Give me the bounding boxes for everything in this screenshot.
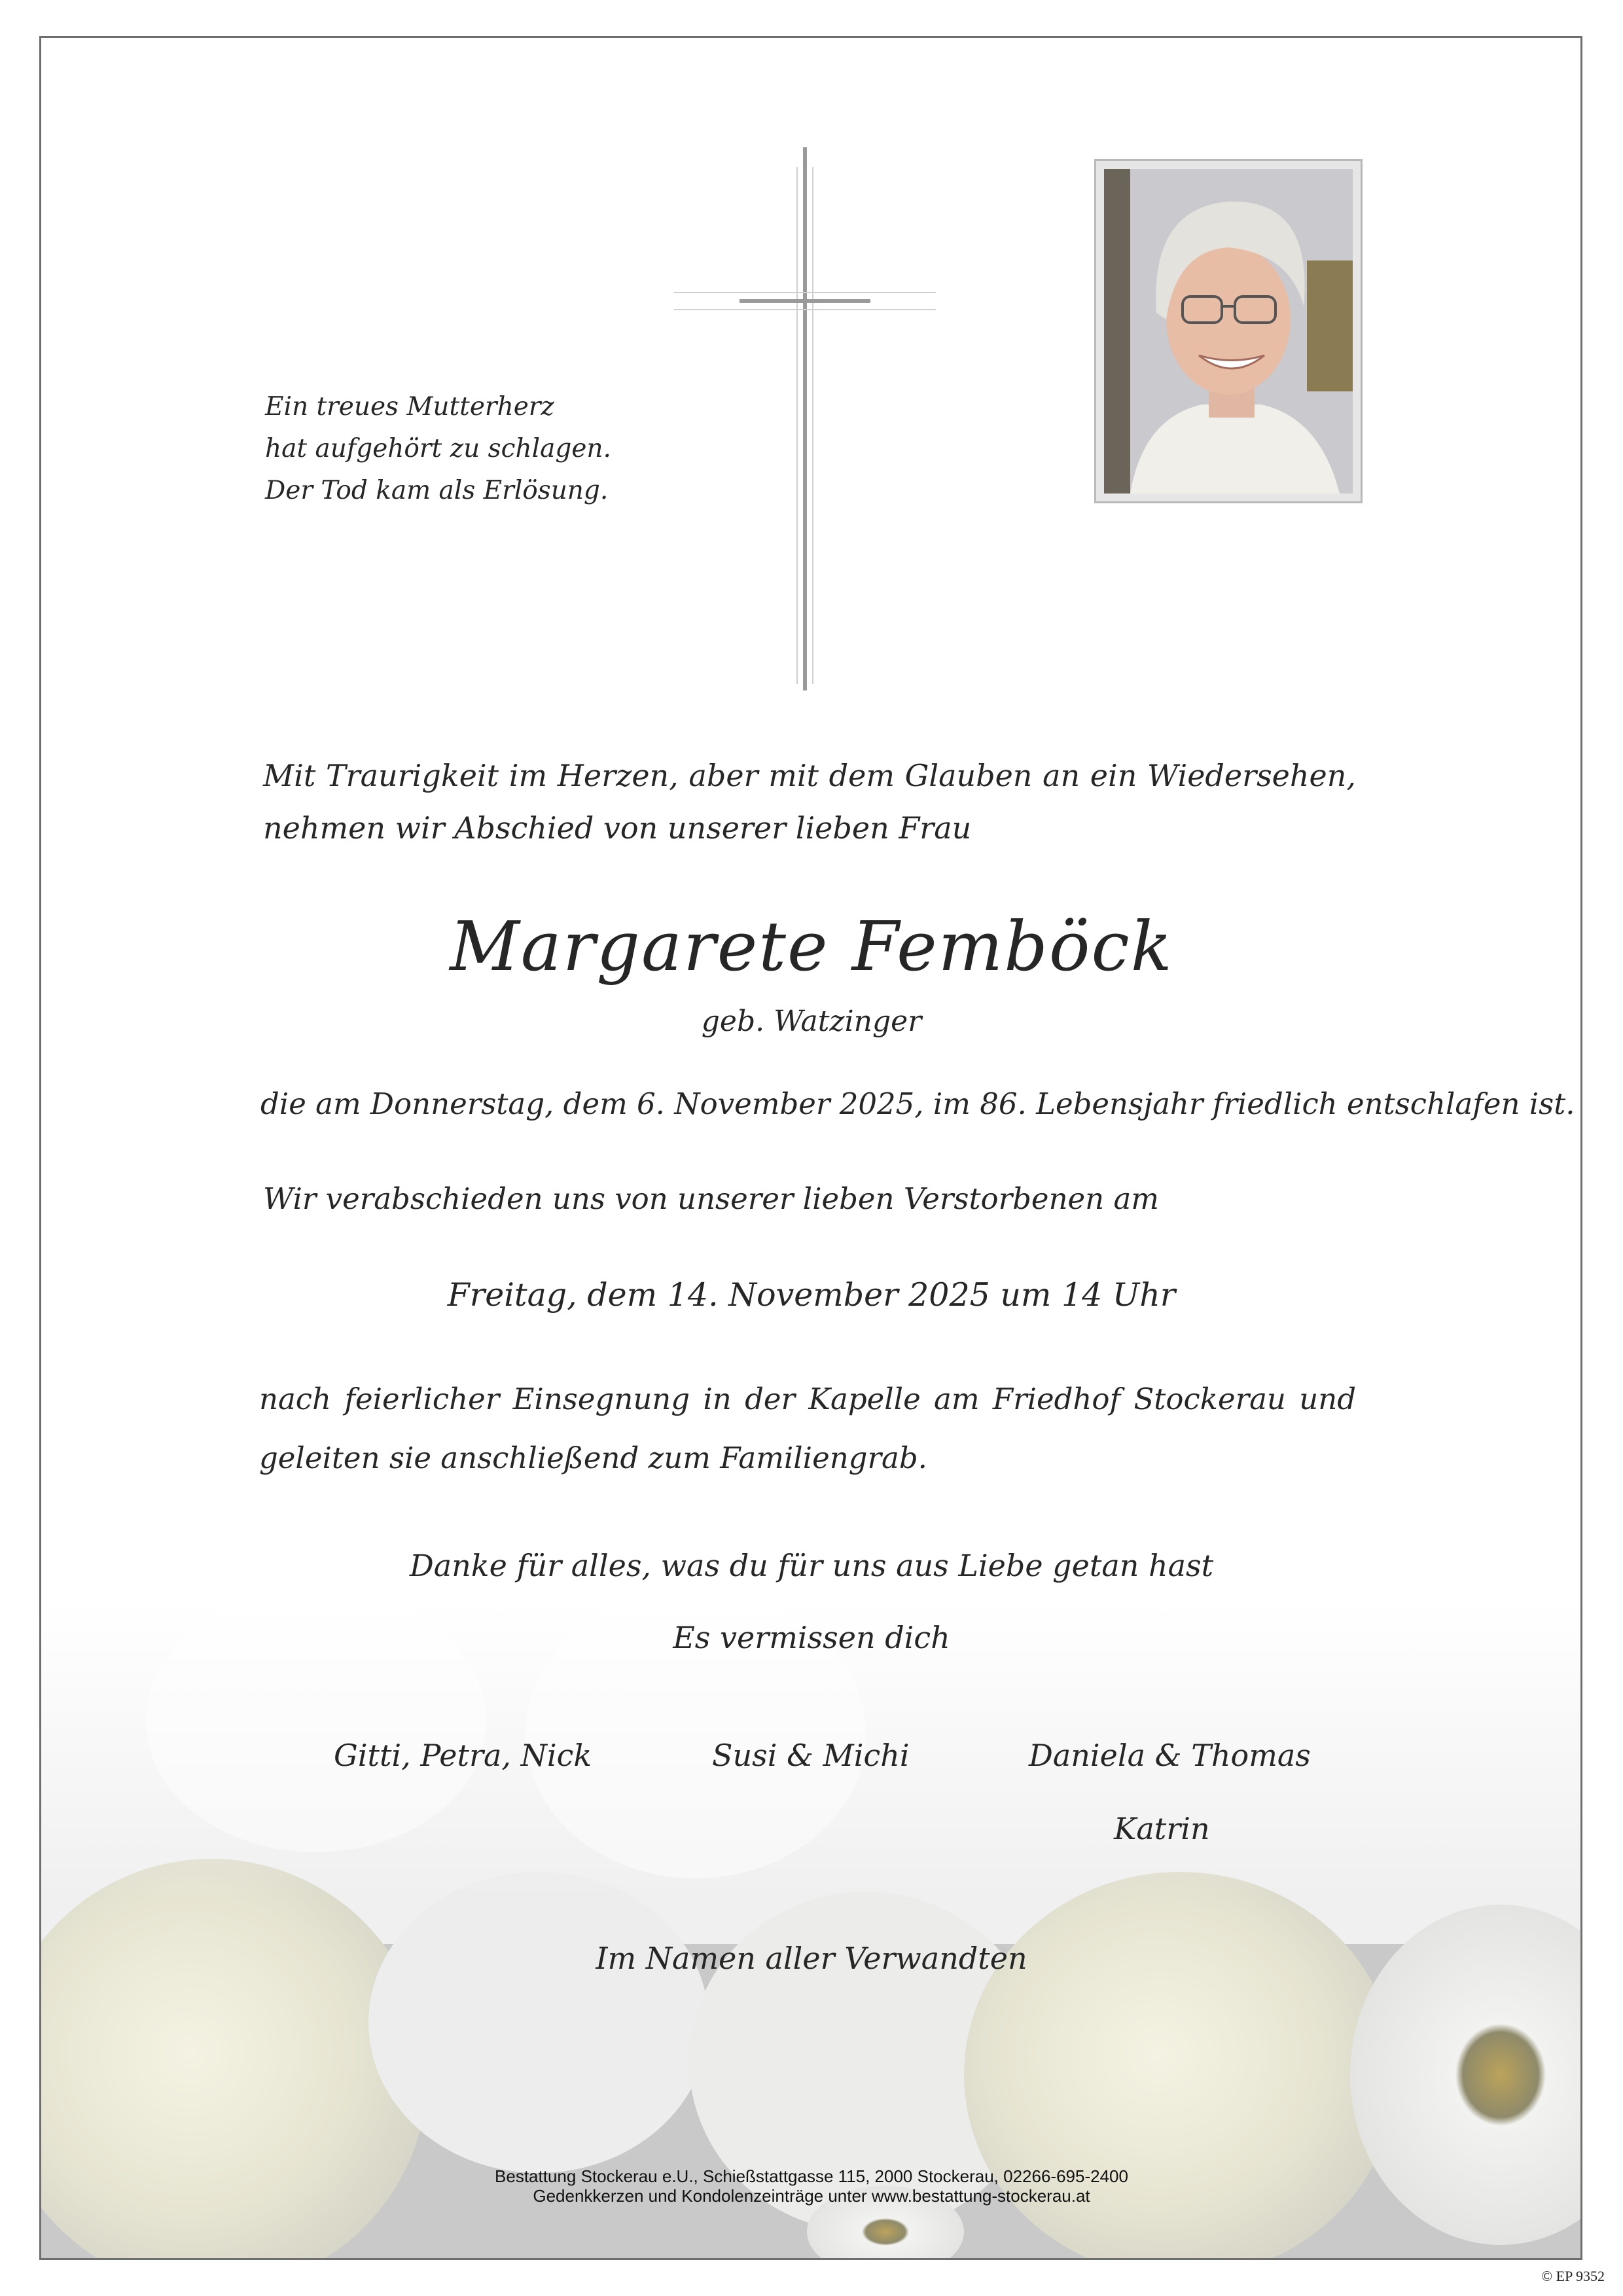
farewell-text: Wir verabschieden uns von unserer lieben Verstorbenen am <box>263 1181 1159 1216</box>
quote-line: Der Tod kam als Erlösung. <box>265 476 609 505</box>
signer-group: Gitti, Petra, Nick <box>334 1738 592 1773</box>
quote-line: Ein treues Mutterherz <box>265 392 554 422</box>
quote-verse <box>265 386 611 512</box>
footer-website: Gedenkkerzen und Kondolenzeinträge unter www.bestattung-stockerau.at <box>533 2186 1090 2206</box>
ceremony-text: nach feierlicher Einsegnung in der Kapelle am Friedhof Stockerau und geleiten sie anschließend zum Familiengrab. <box>259 1382 1356 1475</box>
signer-group: Daniela & Thomas <box>1029 1738 1311 1773</box>
portrait-photo <box>1094 159 1363 503</box>
deceased-name: Margarete Femböck <box>450 906 1173 986</box>
funeral-date: Freitag, dem 14. November 2025 um 14 Uhr <box>447 1276 1176 1314</box>
funeral-home-footer <box>0 2166 1623 2206</box>
intro-text: Mit Traurigkeit im Herzen, aber mit dem Glauben an ein Wiedersehen, nehmen wir Abschied von unserer lieben Frau <box>263 758 1356 846</box>
cross-icon <box>668 147 942 691</box>
death-text: die am Donnerstag, dem 6. November 2025, im 86. Lebensjahr friedlich entschlafen ist. <box>260 1086 1575 1121</box>
relatives-text: Im Namen aller Verwandten <box>596 1941 1027 1976</box>
birth-name: geb. Watzinger <box>701 1005 922 1038</box>
quote-line: hat aufgehört zu schlagen. <box>265 434 611 463</box>
print-code: © EP 9352 <box>1541 2268 1605 2284</box>
footer-address: Bestattung Stockerau e.U., Schießstattgasse 115, 2000 Stockerau, 02266-695-2400 <box>495 2166 1128 2186</box>
signer-group: Susi & Michi <box>712 1738 910 1773</box>
thanks-text: Danke für alles, was du für uns aus Liebe getan hast <box>409 1548 1214 1583</box>
miss-text: Es vermissen dich <box>673 1620 950 1655</box>
signer-group: Katrin <box>1114 1811 1210 1846</box>
